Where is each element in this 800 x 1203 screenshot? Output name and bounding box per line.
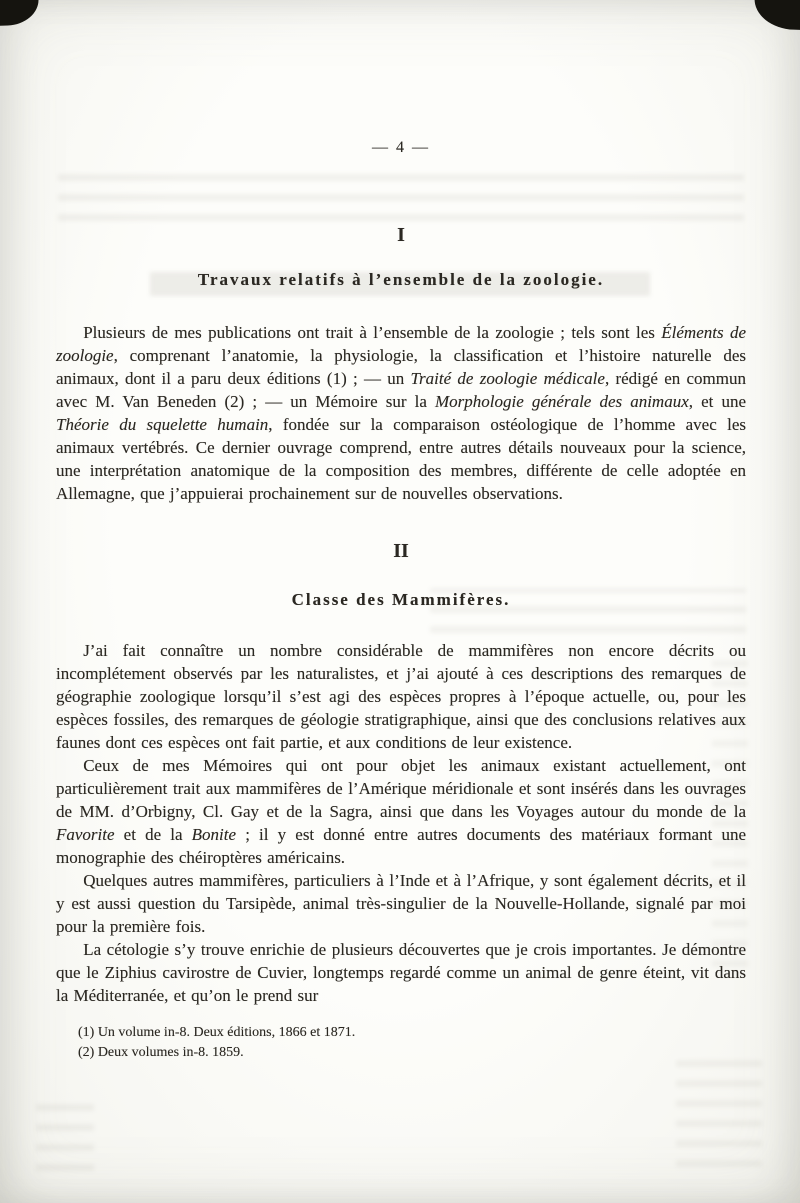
footnote-2: (2) Deux volumes in-8. 1859. bbox=[78, 1045, 244, 1060]
page-number: — 4 — bbox=[372, 139, 430, 156]
section-travaux-zoologie bbox=[56, 223, 746, 505]
paragraph: Plusieurs de mes publications ont trait à l’ensemble de la zoologie ; tels sont les Éléments de zoologie, comprenant l’anatomie, la physiologie, la classification et l’histoire naturelle des animaux, dont il a paru deux éditions (1) ; — un Traité de zoologie médicale, rédigé en commun avec M. Van Beneden (2) ; — un Mémoire sur la Morphologie générale des animaux, et une Théorie du squelette humain, fondée sur la comparaison ostéologique de l’homme avec les animaux vertébrés. Ce dernier ouvrage comprend, entre autres détails nouveaux pour la science, une interprétation anatomique de la composition des membres, différente de celle adoptée en Allemagne, que j’appuierai prochainement sur de nouvelles observations. bbox=[56, 323, 747, 503]
section-classe-mammiferes bbox=[56, 539, 746, 1007]
paragraph: J’ai fait connaître un nombre considérable de mammifères non encore décrits ou incomplétement observés par les naturalistes, et j’ai ajouté à ces descriptions des remarques de géographie zoologique lorsqu’il s’est agi des espèces propres à l’époque actuelle, ou, pour les espèces fossiles, des remarques de géologie stratigraphique, ainsi que des conclusions relatives aux faunes dont ces espèces ont fait partie, et aux conditions de leur existence. bbox=[56, 641, 746, 752]
ink-bleed-artifact bbox=[676, 1058, 762, 1180]
paragraph: Ceux de mes Mémoires qui ont pour objet les animaux existant actuellement, ont particulièrement trait aux mammifères de l’Amérique méridionale et sont insérés dans les ouvrages de MM. d’Orbigny, Cl. Gay et de la Sagra, ainsi que dans les Voyages autour du monde de la Favorite et de la Bonite ; il y est donné entre autres documents des matériaux formant une monographie des chéiroptères américains. bbox=[56, 756, 746, 867]
section-2-heading: Classe des Mammifères. bbox=[291, 590, 511, 609]
section-2-numeral: II bbox=[393, 540, 409, 562]
footnote-1: (1) Un volume in-8. Deux éditions, 1866 et 1871. bbox=[78, 1025, 356, 1040]
section-1-numeral: I bbox=[397, 224, 405, 246]
footnotes bbox=[56, 1023, 746, 1063]
paragraph: Quelques autres mammifères, particuliers à l’Inde et à l’Afrique, y sont également décrits, et il y est aussi question du Tarsipède, animal très-singulier de la Nouvelle-Hollande, signalé par moi pour la première fois. bbox=[56, 871, 746, 936]
ink-bleed-artifact bbox=[36, 1098, 94, 1184]
paragraph: La cétologie s’y trouve enrichie de plusieurs découvertes que je crois importantes. Je démontre que le Ziphius cavirostre de Cuvier, longtemps regardé comme un animal de genre éteint, vit dans la Méditerranée, et qu’on le prend sur bbox=[56, 940, 746, 1005]
section-1-heading: Travaux relatifs à l’ensemble de la zoologie. bbox=[197, 270, 605, 289]
